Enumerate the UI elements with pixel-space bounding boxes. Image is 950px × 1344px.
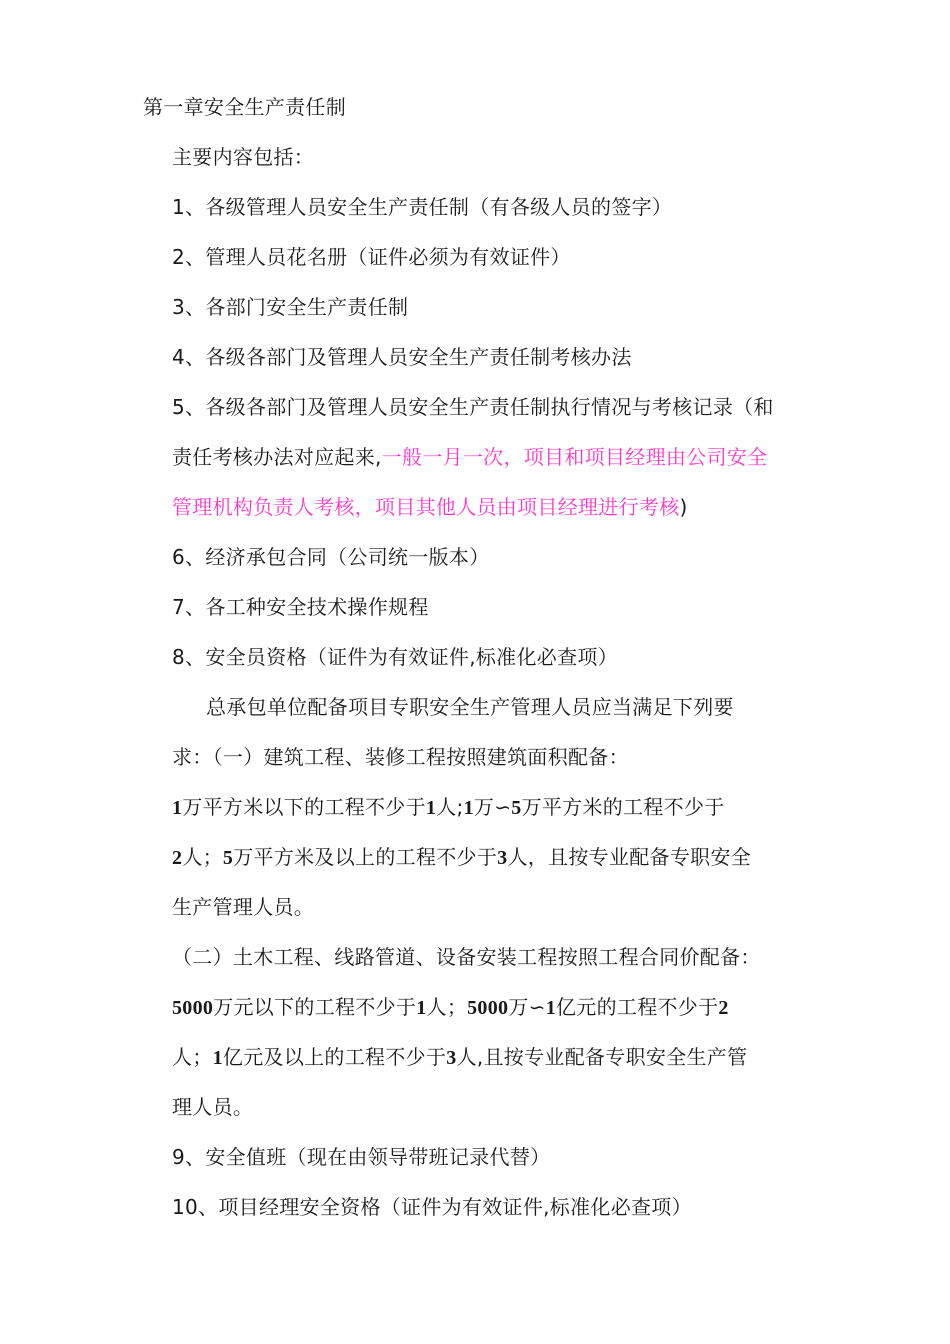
- list-item: 6、经济承包合同（公司统一版本）: [172, 545, 490, 569]
- text: 人；: [182, 845, 223, 869]
- requirement-text: [172, 992, 729, 1023]
- requirement-text: [172, 842, 751, 873]
- number: 5: [511, 797, 522, 819]
- text: 万元以下的工程不少于: [213, 995, 417, 1019]
- text: 亿元及以上的工程不少于: [222, 1045, 447, 1069]
- item5-close: ): [679, 495, 688, 519]
- text: 万平方米的工程不少于: [521, 795, 725, 819]
- list-item-5-line1: 5、各级各部门及管理人员安全生产责任制执行情况与考核记录（和: [172, 395, 774, 419]
- text: 人；: [172, 1045, 213, 1069]
- number: 3: [446, 1047, 457, 1069]
- chapter-title: 第一章安全生产责任制: [143, 95, 346, 119]
- number: 1: [212, 1047, 223, 1069]
- number: 5: [222, 847, 234, 869]
- list-item: 4、各级各部门及管理人员安全生产责任制考核办法: [172, 345, 632, 369]
- requirement-text: （二）土木工程、线路管道、设备安装工程按照工程合同价配备：: [172, 945, 761, 969]
- requirement-text: 理人员。: [172, 1095, 254, 1119]
- requirement-text: 总承包单位配备项目专职安全生产管理人员应当满足下列要: [206, 695, 734, 719]
- number: 5000: [467, 997, 509, 1019]
- text: 人；: [426, 995, 468, 1019]
- item5-highlight: 一般一月一次，项目和项目经理由公司安全: [381, 445, 768, 469]
- list-item: 10、项目经理安全资格（证件为有效证件,标准化必查项）: [172, 1195, 692, 1219]
- item5-highlight: 管理机构负责人考核，项目其他人员由项目经理进行考核: [172, 495, 680, 519]
- number: 1: [463, 797, 474, 819]
- list-item: 2、管理人员花名册（证件必须为有效证件）: [172, 245, 571, 269]
- requirement-text: [172, 1042, 747, 1073]
- number: 1: [545, 997, 556, 1019]
- requirement-text: 求：（一）建筑工程、装修工程按照建筑面积配备：: [172, 745, 629, 769]
- number: 1: [425, 797, 437, 819]
- number: 3: [497, 847, 508, 869]
- number: 2: [718, 997, 729, 1019]
- text: 万∽: [473, 795, 512, 819]
- requirement-text: 生产管理人员。: [172, 895, 315, 919]
- list-item: 7、各工种安全技术操作规程: [172, 595, 429, 619]
- list-item-5-line2: [172, 442, 767, 472]
- number: 5000: [172, 997, 214, 1019]
- requirement-text: [172, 792, 725, 823]
- list-item: 1、各级管理人员安全生产责任制（有各级人员的签字）: [172, 195, 673, 219]
- number: 2: [172, 847, 183, 869]
- list-item: 3、各部门安全生产责任制: [172, 295, 409, 319]
- text: 万平方米及以上的工程不少于: [233, 845, 498, 869]
- list-item: 8、安全员资格（证件为有效证件,标准化必查项）: [172, 645, 618, 669]
- number: 1: [416, 997, 427, 1019]
- text: 人;: [436, 795, 464, 819]
- text: 亿元的工程不少于: [556, 995, 719, 1019]
- item5-text: 责任考核办法对应起来,: [172, 445, 382, 469]
- number: 1: [172, 797, 183, 819]
- list-item-5-line3: [172, 492, 688, 522]
- intro-text: 主要内容包括：: [172, 145, 315, 169]
- text: 万平方米以下的工程不少于: [182, 795, 426, 819]
- text: 人，且按专业配备专职安全: [507, 845, 752, 869]
- text: 人,且按专业配备专职安全生产管: [456, 1045, 748, 1069]
- list-item: 9、安全值班（现在由领导带班记录代替）: [172, 1145, 551, 1169]
- text: 万∽: [508, 995, 546, 1019]
